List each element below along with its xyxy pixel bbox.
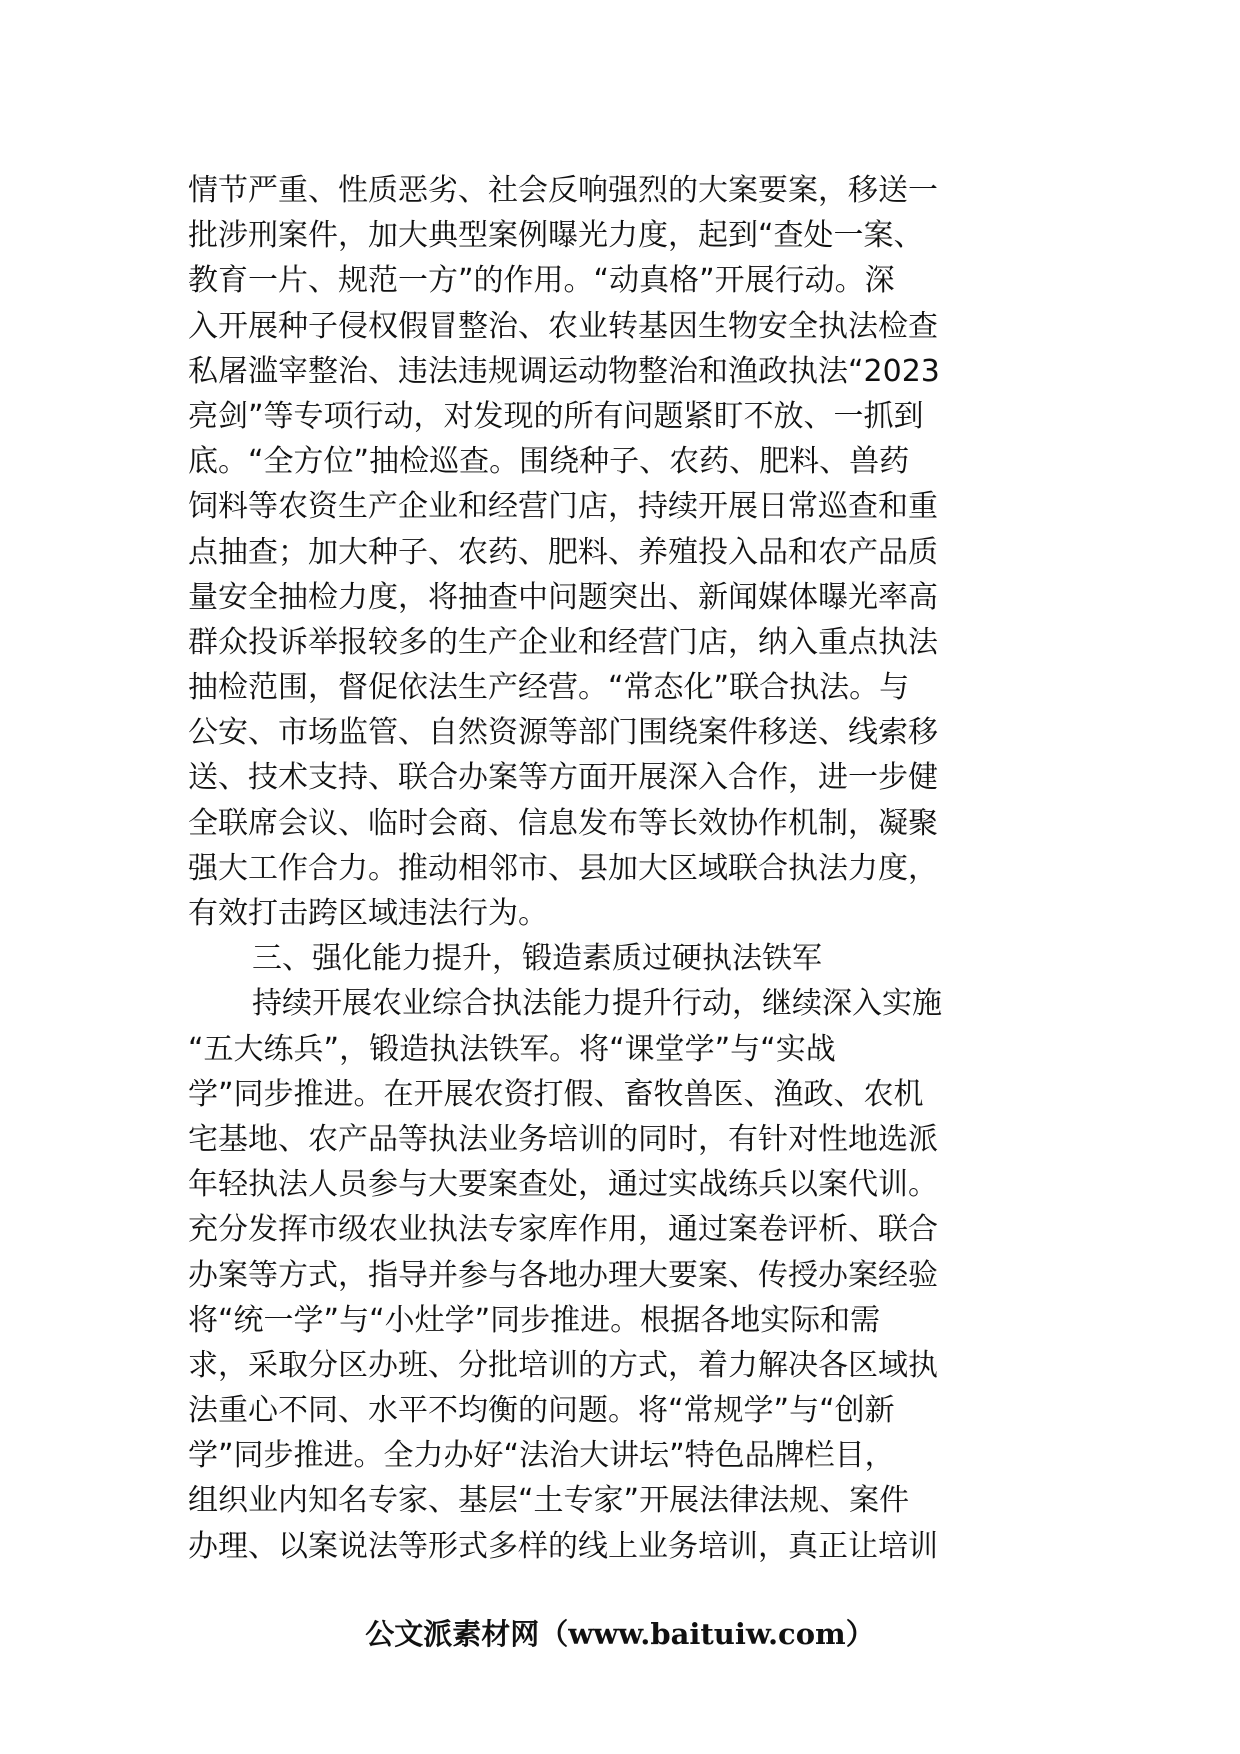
- text-line: 有效打击跨区域违法行为。: [188, 896, 548, 931]
- text-line: 公安、市场监管、自然资源等部门围绕案件移送、线索移: [188, 715, 938, 751]
- footer-watermark-text: 公文派素材网（www.baituiw.com）: [365, 1617, 875, 1651]
- text-line: 办理、以案说法等形式多样的线上业务培训，真正让培训: [188, 1528, 938, 1564]
- text-line: 全联席会议、临时会商、信息发布等长效协作机制，凝聚: [188, 805, 938, 841]
- text-line: 学”同步推进。全力办好“法治大讲坛”特色品牌栏目，: [188, 1438, 895, 1474]
- text-line: 情节严重、性质恶劣、社会反响强烈的大案要案，移送一: [188, 173, 938, 208]
- text-line: 宅基地、农产品等执法业务培训的同时，有针对性地选派: [188, 1121, 938, 1157]
- text-line: 底。“全方位”抽检巡查。围绕种子、农药、肥料、兽药: [188, 444, 910, 480]
- text-line: 点抽查；加大种子、农药、肥料、养殖投入品和农产品质: [188, 534, 938, 570]
- paragraph-start-line: 持续开展农业综合执法能力提升行动，继续深入实施: [252, 986, 942, 1022]
- text-line: 办案等方式，指导并参与各地办理大要案、传授办案经验: [188, 1257, 938, 1293]
- text-line: 法重心不同、水平不均衡的问题。将“常规学”与“创新: [188, 1393, 895, 1429]
- text-line: 量安全抽检力度，将抽查中问题突出、新闻媒体曝光率高: [188, 579, 938, 615]
- text-line: 抽检范围，督促依法生产经营。“常态化”联合执法。与: [188, 670, 910, 706]
- text-line: 将“统一学”与“小灶学”同步推进。根据各地实际和需: [188, 1302, 881, 1338]
- text-line: 年轻执法人员参与大要案查处，通过实战练兵以案代训。: [188, 1167, 938, 1203]
- text-line: 强大工作合力。推动相邻市、县加大区域联合执法力度，: [188, 850, 938, 886]
- text-line: 私屠滥宰整治、违法违规调运动物整治和渔政执法“2023: [188, 353, 940, 389]
- text-line: 批涉刑案件，加大典型案例曝光力度，起到“查处一案、: [188, 218, 924, 254]
- text-line: 组织业内知名专家、基层“土专家”开展法律法规、案件: [188, 1483, 910, 1519]
- text-line: 教育一片、规范一方”的作用。“动真格”开展行动。深: [188, 263, 895, 299]
- text-line: 学”同步推进。在开展农资打假、畜牧兽医、渔政、农机: [188, 1076, 924, 1112]
- text-line: 入开展种子侵权假冒整治、农业转基因生物安全执法检查: [188, 308, 938, 344]
- text-line: 饲料等农资生产企业和经营门店，持续开展日常巡查和重: [188, 489, 938, 525]
- text-line: 亮剑”等专项行动，对发现的所有问题紧盯不放、一抓到: [188, 398, 924, 434]
- section-heading: 三、强化能力提升，锻造素质过硬执法铁军: [252, 941, 822, 977]
- text-line: 充分发挥市级农业执法专家库作用，通过案卷评析、联合: [188, 1212, 938, 1248]
- text-line: 群众投诉举报较多的生产企业和经营门店，纳入重点执法: [188, 624, 938, 660]
- text-line: 送、技术支持、联合办案等方面开展深入合作，进一步健: [188, 760, 938, 796]
- document-body: [188, 168, 1054, 1569]
- text-line: “五大练兵”，锻造执法铁军。将“课堂学”与“实战: [188, 1031, 836, 1067]
- text-line: 求，采取分区办班、分批培训的方式，着力解决各区域执: [188, 1347, 938, 1383]
